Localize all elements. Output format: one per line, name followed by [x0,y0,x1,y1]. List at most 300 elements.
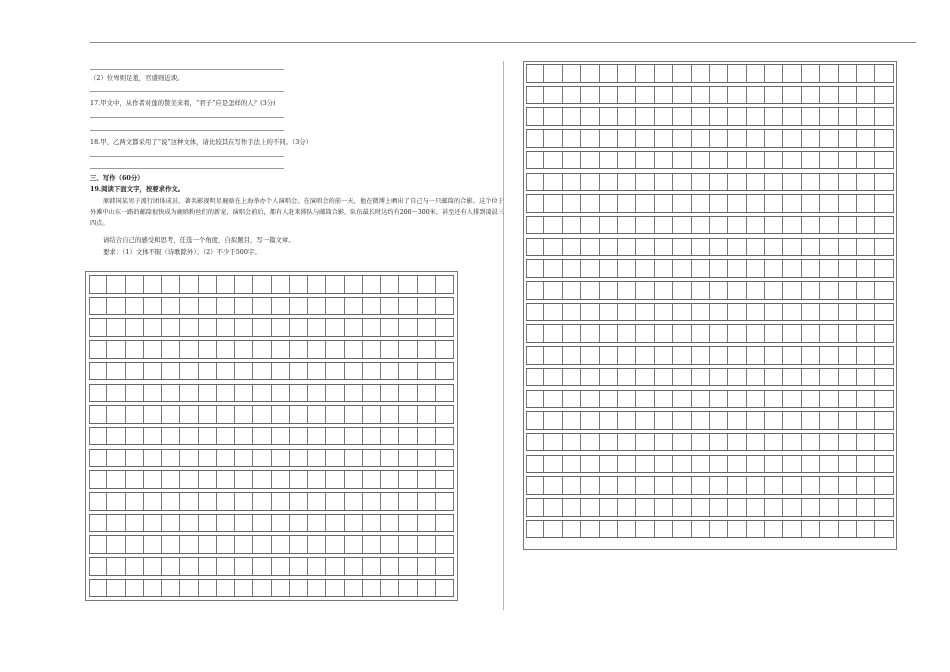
grid-cell[interactable] [526,65,544,82]
grid-cell[interactable] [802,434,820,451]
grid-cell[interactable] [783,217,801,234]
grid-cell[interactable] [326,276,344,293]
grid-cell[interactable] [308,385,326,402]
grid-cell[interactable] [802,239,820,256]
grid-cell[interactable] [326,515,344,532]
grid-cell[interactable] [710,347,728,364]
grid-cell[interactable] [802,347,820,364]
grid-cell[interactable] [126,471,144,488]
grid-cell[interactable] [436,580,454,597]
grid-cell[interactable] [783,521,801,538]
grid-cell[interactable] [253,363,271,380]
grid-cell[interactable] [418,428,436,445]
grid-cell[interactable] [253,515,271,532]
grid-cell[interactable] [162,276,180,293]
grid-cell[interactable] [875,391,893,408]
grid-cell[interactable] [710,434,728,451]
grid-cell[interactable] [820,108,838,125]
grid-cell[interactable] [581,239,599,256]
grid-cell[interactable] [581,521,599,538]
grid-cell[interactable] [802,217,820,234]
grid-cell[interactable] [199,558,217,575]
grid-cell[interactable] [235,580,253,597]
grid-cell[interactable] [363,428,381,445]
grid-cell[interactable] [199,515,217,532]
grid-cell[interactable] [308,558,326,575]
grid-cell[interactable] [802,456,820,473]
grid-cell[interactable] [290,471,308,488]
grid-cell[interactable] [857,434,875,451]
grid-cell[interactable] [875,260,893,277]
grid-cell[interactable] [581,195,599,212]
grid-cell[interactable] [563,217,581,234]
grid-cell[interactable] [235,450,253,467]
grid-cell[interactable] [399,406,417,423]
grid-cell[interactable] [399,319,417,336]
grid-cell[interactable] [345,580,363,597]
grid-cell[interactable] [692,456,710,473]
grid-cell[interactable] [765,391,783,408]
grid-cell[interactable] [765,152,783,169]
grid-cell[interactable] [765,347,783,364]
grid-cell[interactable] [618,239,636,256]
grid-cell[interactable] [747,391,765,408]
grid-cell[interactable] [875,347,893,364]
grid-cell[interactable] [199,385,217,402]
grid-cell[interactable] [820,325,838,342]
grid-cell[interactable] [875,325,893,342]
grid-cell[interactable] [217,406,235,423]
grid-cell[interactable] [636,260,654,277]
grid-cell[interactable] [673,282,691,299]
grid-cell[interactable] [544,108,562,125]
grid-cell[interactable] [673,456,691,473]
grid-cell[interactable] [857,304,875,321]
grid-cell[interactable] [290,319,308,336]
grid-cell[interactable] [692,130,710,147]
grid-cell[interactable] [636,477,654,494]
grid-cell[interactable] [728,65,746,82]
grid-cell[interactable] [235,471,253,488]
grid-cell[interactable] [381,580,399,597]
grid-cell[interactable] [857,239,875,256]
grid-cell[interactable] [308,276,326,293]
grid-cell[interactable] [563,65,581,82]
grid-cell[interactable] [710,65,728,82]
grid-cell[interactable] [345,385,363,402]
grid-cell[interactable] [655,260,673,277]
grid-cell[interactable] [326,580,344,597]
grid-cell[interactable] [581,174,599,191]
grid-cell[interactable] [765,282,783,299]
grid-cell[interactable] [618,499,636,516]
grid-cell[interactable] [692,239,710,256]
grid-cell[interactable] [526,369,544,386]
grid-cell[interactable] [107,580,125,597]
grid-cell[interactable] [345,363,363,380]
grid-cell[interactable] [418,536,436,553]
grid-cell[interactable] [544,499,562,516]
grid-cell[interactable] [839,260,857,277]
grid-cell[interactable] [655,282,673,299]
grid-cell[interactable] [857,391,875,408]
grid-cell[interactable] [673,347,691,364]
grid-cell[interactable] [765,434,783,451]
grid-cell[interactable] [581,130,599,147]
grid-cell[interactable] [636,456,654,473]
grid-cell[interactable] [272,363,290,380]
grid-cell[interactable] [710,108,728,125]
grid-cell[interactable] [692,347,710,364]
grid-cell[interactable] [563,108,581,125]
grid-cell[interactable] [253,276,271,293]
grid-cell[interactable] [563,260,581,277]
grid-cell[interactable] [526,108,544,125]
grid-cell[interactable] [600,477,618,494]
grid-cell[interactable] [399,515,417,532]
grid-cell[interactable] [673,130,691,147]
grid-cell[interactable] [655,521,673,538]
grid-cell[interactable] [802,108,820,125]
grid-cell[interactable] [600,456,618,473]
grid-cell[interactable] [600,195,618,212]
grid-cell[interactable] [126,558,144,575]
grid-cell[interactable] [526,217,544,234]
grid-cell[interactable] [728,239,746,256]
grid-cell[interactable] [107,515,125,532]
grid-cell[interactable] [180,428,198,445]
grid-cell[interactable] [235,385,253,402]
grid-cell[interactable] [820,456,838,473]
grid-cell[interactable] [783,369,801,386]
grid-cell[interactable] [802,499,820,516]
grid-cell[interactable] [290,428,308,445]
grid-cell[interactable] [345,319,363,336]
grid-cell[interactable] [418,450,436,467]
grid-cell[interactable] [581,456,599,473]
grid-cell[interactable] [636,152,654,169]
grid-cell[interactable] [162,515,180,532]
grid-cell[interactable] [655,65,673,82]
grid-cell[interactable] [839,304,857,321]
grid-cell[interactable] [253,385,271,402]
grid-cell[interactable] [802,325,820,342]
grid-cell[interactable] [89,406,107,423]
grid-cell[interactable] [107,406,125,423]
grid-cell[interactable] [199,276,217,293]
grid-cell[interactable] [563,434,581,451]
grid-cell[interactable] [544,239,562,256]
grid-cell[interactable] [290,580,308,597]
grid-cell[interactable] [783,477,801,494]
grid-cell[interactable] [162,450,180,467]
grid-cell[interactable] [820,87,838,104]
grid-cell[interactable] [253,493,271,510]
grid-cell[interactable] [839,499,857,516]
grid-cell[interactable] [857,369,875,386]
grid-cell[interactable] [563,369,581,386]
grid-cell[interactable] [802,87,820,104]
grid-cell[interactable] [253,450,271,467]
grid-cell[interactable] [180,276,198,293]
grid-cell[interactable] [363,406,381,423]
grid-cell[interactable] [600,65,618,82]
grid-cell[interactable] [544,304,562,321]
grid-cell[interactable] [89,450,107,467]
grid-cell[interactable] [235,558,253,575]
grid-cell[interactable] [673,325,691,342]
grid-cell[interactable] [600,325,618,342]
grid-cell[interactable] [783,195,801,212]
grid-cell[interactable] [655,174,673,191]
grid-cell[interactable] [857,260,875,277]
grid-cell[interactable] [636,347,654,364]
grid-cell[interactable] [692,152,710,169]
grid-cell[interactable] [381,536,399,553]
grid-cell[interactable] [526,282,544,299]
grid-cell[interactable] [618,369,636,386]
grid-cell[interactable] [381,385,399,402]
grid-cell[interactable] [765,456,783,473]
grid-cell[interactable] [875,130,893,147]
grid-cell[interactable] [710,477,728,494]
grid-cell[interactable] [180,363,198,380]
grid-cell[interactable] [199,406,217,423]
grid-cell[interactable] [581,369,599,386]
grid-cell[interactable] [345,298,363,315]
grid-cell[interactable] [89,298,107,315]
grid-cell[interactable] [839,239,857,256]
grid-cell[interactable] [618,130,636,147]
grid-cell[interactable] [144,471,162,488]
grid-cell[interactable] [802,521,820,538]
grid-cell[interactable] [235,428,253,445]
grid-cell[interactable] [857,477,875,494]
grid-cell[interactable] [89,341,107,358]
grid-cell[interactable] [820,195,838,212]
grid-cell[interactable] [180,319,198,336]
grid-cell[interactable] [345,493,363,510]
grid-cell[interactable] [290,406,308,423]
grid-cell[interactable] [636,412,654,429]
grid-cell[interactable] [875,174,893,191]
grid-cell[interactable] [600,391,618,408]
grid-cell[interactable] [875,217,893,234]
grid-cell[interactable] [857,521,875,538]
grid-cell[interactable] [326,298,344,315]
grid-cell[interactable] [581,217,599,234]
grid-cell[interactable] [326,471,344,488]
grid-cell[interactable] [765,65,783,82]
grid-cell[interactable] [308,515,326,532]
grid-cell[interactable] [857,325,875,342]
grid-cell[interactable] [692,174,710,191]
grid-cell[interactable] [839,521,857,538]
grid-cell[interactable] [162,319,180,336]
grid-cell[interactable] [144,385,162,402]
grid-cell[interactable] [692,412,710,429]
grid-cell[interactable] [618,304,636,321]
grid-cell[interactable] [563,347,581,364]
grid-cell[interactable] [802,260,820,277]
grid-cell[interactable] [600,130,618,147]
grid-cell[interactable] [710,195,728,212]
grid-cell[interactable] [765,130,783,147]
grid-cell[interactable] [399,428,417,445]
grid-cell[interactable] [363,580,381,597]
grid-cell[interactable] [747,499,765,516]
grid-cell[interactable] [345,450,363,467]
grid-cell[interactable] [144,580,162,597]
grid-cell[interactable] [875,87,893,104]
grid-cell[interactable] [618,87,636,104]
grid-cell[interactable] [875,412,893,429]
grid-cell[interactable] [563,391,581,408]
grid-cell[interactable] [253,298,271,315]
grid-cell[interactable] [399,276,417,293]
grid-cell[interactable] [692,217,710,234]
grid-cell[interactable] [107,363,125,380]
grid-cell[interactable] [820,65,838,82]
grid-cell[interactable] [710,217,728,234]
grid-cell[interactable] [747,65,765,82]
grid-cell[interactable] [144,536,162,553]
grid-cell[interactable] [180,536,198,553]
grid-cell[interactable] [728,499,746,516]
grid-cell[interactable] [144,493,162,510]
grid-cell[interactable] [126,298,144,315]
grid-cell[interactable] [144,319,162,336]
grid-cell[interactable] [381,363,399,380]
grid-cell[interactable] [600,217,618,234]
grid-cell[interactable] [381,515,399,532]
grid-cell[interactable] [326,428,344,445]
grid-cell[interactable] [600,260,618,277]
grid-cell[interactable] [783,108,801,125]
grid-cell[interactable] [710,174,728,191]
grid-cell[interactable] [692,87,710,104]
grid-cell[interactable] [728,174,746,191]
grid-cell[interactable] [802,282,820,299]
grid-cell[interactable] [563,130,581,147]
grid-cell[interactable] [199,536,217,553]
grid-cell[interactable] [272,298,290,315]
grid-cell[interactable] [820,260,838,277]
grid-cell[interactable] [436,319,454,336]
grid-cell[interactable] [783,87,801,104]
grid-cell[interactable] [581,65,599,82]
grid-cell[interactable] [600,521,618,538]
grid-cell[interactable] [144,558,162,575]
grid-cell[interactable] [581,477,599,494]
grid-cell[interactable] [783,152,801,169]
grid-cell[interactable] [857,108,875,125]
grid-cell[interactable] [636,87,654,104]
grid-cell[interactable] [636,304,654,321]
grid-cell[interactable] [802,130,820,147]
grid-cell[interactable] [600,239,618,256]
grid-cell[interactable] [728,456,746,473]
grid-cell[interactable] [345,428,363,445]
grid-cell[interactable] [418,406,436,423]
grid-cell[interactable] [728,477,746,494]
grid-cell[interactable] [728,195,746,212]
grid-cell[interactable] [544,87,562,104]
grid-cell[interactable] [526,434,544,451]
grid-cell[interactable] [290,385,308,402]
grid-cell[interactable] [526,325,544,342]
grid-cell[interactable] [363,450,381,467]
grid-cell[interactable] [418,385,436,402]
grid-cell[interactable] [180,406,198,423]
grid-cell[interactable] [199,450,217,467]
grid-cell[interactable] [875,477,893,494]
grid-cell[interactable] [692,65,710,82]
grid-cell[interactable] [418,363,436,380]
grid-cell[interactable] [636,325,654,342]
grid-cell[interactable] [710,282,728,299]
grid-cell[interactable] [199,580,217,597]
grid-cell[interactable] [747,152,765,169]
grid-cell[interactable] [563,325,581,342]
grid-cell[interactable] [783,130,801,147]
grid-cell[interactable] [636,434,654,451]
grid-cell[interactable] [673,195,691,212]
grid-cell[interactable] [820,499,838,516]
grid-cell[interactable] [418,341,436,358]
grid-cell[interactable] [747,456,765,473]
grid-cell[interactable] [820,369,838,386]
grid-cell[interactable] [180,341,198,358]
grid-cell[interactable] [710,391,728,408]
grid-cell[interactable] [692,195,710,212]
grid-cell[interactable] [399,385,417,402]
grid-cell[interactable] [820,130,838,147]
grid-cell[interactable] [600,174,618,191]
grid-cell[interactable] [710,260,728,277]
grid-cell[interactable] [618,391,636,408]
grid-cell[interactable] [692,391,710,408]
grid-cell[interactable] [217,580,235,597]
grid-cell[interactable] [655,87,673,104]
grid-cell[interactable] [399,363,417,380]
grid-cell[interactable] [673,499,691,516]
grid-cell[interactable] [581,260,599,277]
grid-cell[interactable] [783,499,801,516]
grid-cell[interactable] [326,319,344,336]
grid-cell[interactable] [636,174,654,191]
grid-cell[interactable] [563,456,581,473]
grid-cell[interactable] [326,406,344,423]
grid-cell[interactable] [875,239,893,256]
grid-cell[interactable] [544,412,562,429]
grid-cell[interactable] [692,260,710,277]
grid-cell[interactable] [272,558,290,575]
grid-cell[interactable] [600,282,618,299]
grid-cell[interactable] [436,493,454,510]
grid-cell[interactable] [802,477,820,494]
grid-cell[interactable] [618,412,636,429]
grid-cell[interactable] [857,456,875,473]
grid-cell[interactable] [747,217,765,234]
grid-cell[interactable] [363,515,381,532]
grid-cell[interactable] [418,580,436,597]
grid-cell[interactable] [144,515,162,532]
grid-cell[interactable] [544,195,562,212]
grid-cell[interactable] [636,217,654,234]
grid-cell[interactable] [581,87,599,104]
grid-cell[interactable] [765,174,783,191]
